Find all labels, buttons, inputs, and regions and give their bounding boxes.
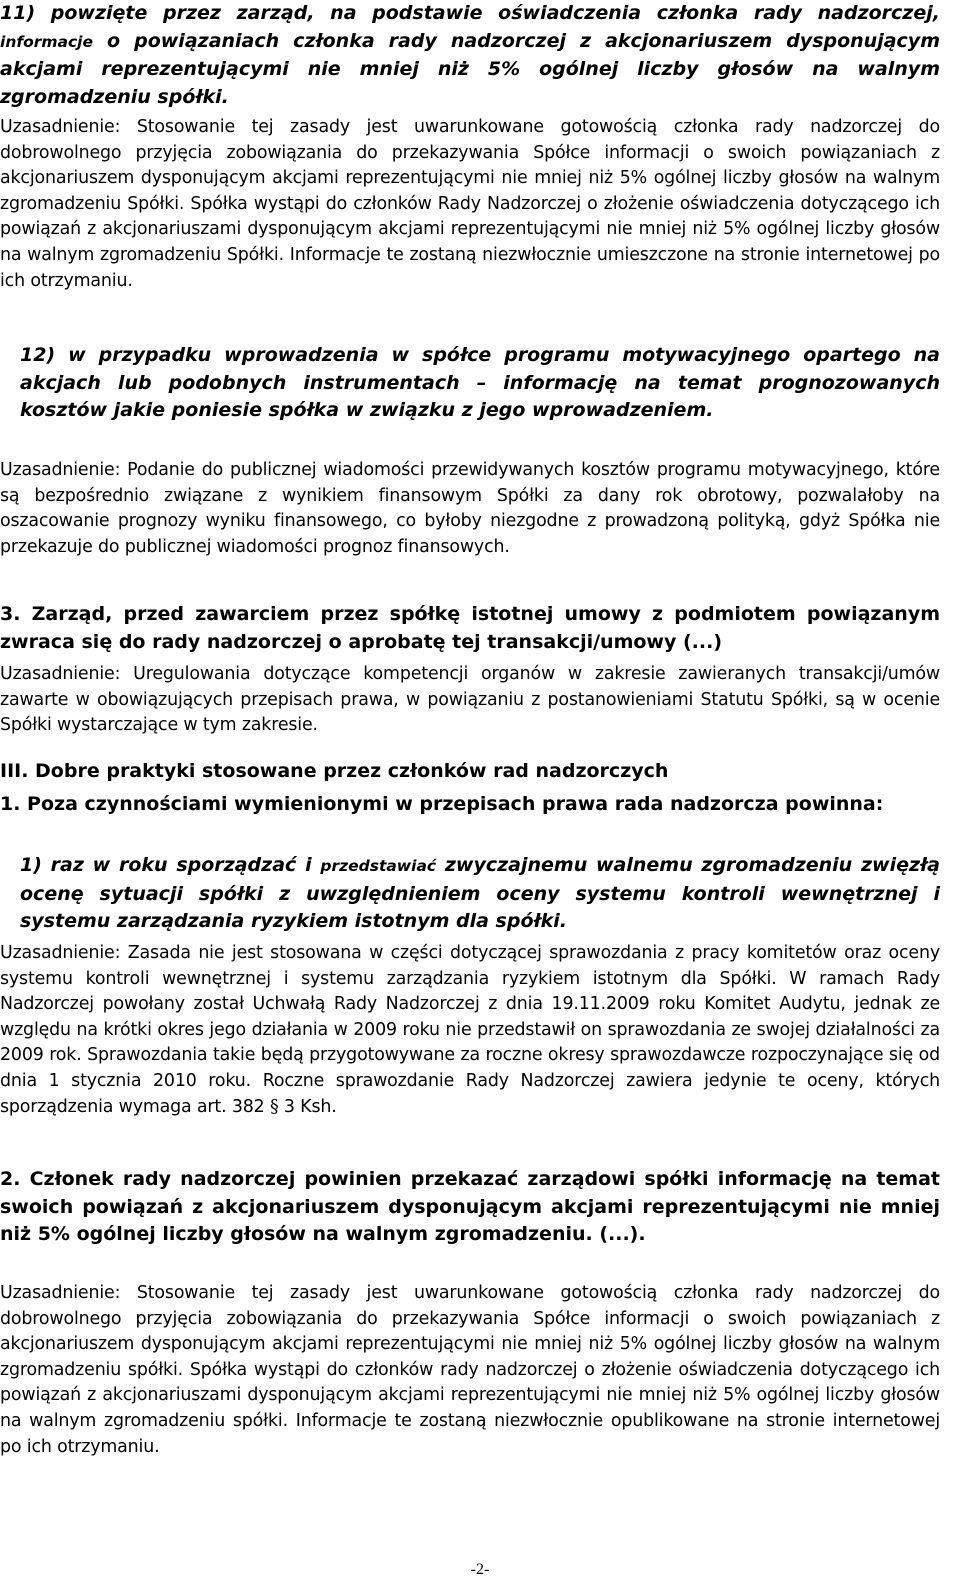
item-1-heading-part1: 1) raz w roku sporządzać i bbox=[20, 854, 321, 876]
section-1-heading: 1. Poza czynnościami wymienionymi w przepisach prawa rada nadzorcza powinna: bbox=[0, 793, 884, 815]
item-11-heading bbox=[0, 0, 940, 111]
justification-paragraph-4-part1: Uzasadnienie: Zasada nie jest stosowana w części dotyczącej sprawozdania z pracy komitetów oraz oceny systemu kontroli wewnętrznej i systemu zarządzania ryzykiem istotnym dla Spółki. W ramach Rady Nadzorczej powołany został Uchwałą Rady Nadzorczej z dnia 19.11.2009 roku Komitet Audytu, jednak ze względu na krótki okres jego działania w 2009 roku nie przedstawił on sprawozdania ze swojej działalności za 2009 rok. Sprawozdania takie będą przygotowywane za roczne okresy sprawozdawcze rozpoczynające się od dnia 1 stycznia 2010 roku. Roczne sprawozdanie Rady Nadzorczej zawiera jedynie te oceny, których sporządzenia wymaga art. 382 bbox=[0, 943, 940, 1117]
section-sign: § bbox=[269, 1096, 279, 1117]
justification-paragraph-1: Uzasadnienie: Stosowanie tej zasady jest uwarunkowane gotowością członka rady nadzorczej do dobrowolnego przyjęcia zobowiązania do przekazywania Spółce informacji o swoich powiązaniach z akcjonariuszem dysponującym akcjami reprezentującymi nie mniej niż 5% ogólnej liczby głosów na walnym zgromadzeniu Spółki. Spółka wystąpi do członków Rady Nadzorczej o złożenie oświadczenia dotyczącego ich powiązań z akcjonariuszami dysponującym akcjami reprezentującymi nie mniej niż 5% ogólnej liczby głosów na walnym zgromadzeniu Spółki. Informacje te zostaną niezwłocznie umieszczone na stronie internetowej po ich otrzymaniu. bbox=[0, 117, 940, 291]
item-11-heading-part1: 11) powzięte przez zarząd, na podstawie oświadczenia członka rady nadzorczej, bbox=[0, 2, 940, 24]
justification-paragraph-2: Uzasadnienie: Podanie do publicznej wiadomości przewidywanych kosztów programu motywacyjnego, które są bezpośrednio związane z wynikiem finansowym Spółki za dany rok obrotowy, pozwalałoby na oszacowanie prognozy wyniku finansowego, co byłoby niezgodne z prowadzoną polityką, gdyż Spółka nie przekazuje do publicznej wiadomości prognoz finansowych. bbox=[0, 460, 940, 557]
item-11-heading-part3: o powiązaniach członka rady nadzorczej z akcjonariuszem dysponującym akcjami reprezentującymi nie mniej niż 5% ogólnej liczby głosów na walnym zgromadzeniu spółki. bbox=[0, 29, 940, 108]
item-12-heading: 12) w przypadku wprowadzenia w spółce programu motywacyjnego opartego na akcjach lub podobnych instrumentach – informację na temat prognozowanych kosztów jakie poniesie spółka w związku z jego wprowadzeniem. bbox=[20, 344, 940, 421]
page-number: -2- bbox=[470, 1561, 490, 1578]
item-1-heading bbox=[20, 852, 940, 936]
justification-paragraph-4-part2: 3 Ksh. bbox=[278, 1096, 337, 1117]
justification-paragraph-3: Uzasadnienie: Uregulowania dotyczące kompetencji organów w zakresie zawieranych transakcji/umów zawarte w obowiązujących przepisach prawa, w powiązaniu z postanowieniami Statutu Spółki, są w ocenie Spółki wystarczające w tym zakresie. bbox=[0, 664, 940, 736]
item-11-heading-part2: informacje bbox=[0, 32, 94, 51]
justification-paragraph-4 bbox=[0, 941, 940, 1120]
chapter-III-heading: III. Dobre praktyki stosowane przez członków rad nadzorczych bbox=[0, 760, 669, 782]
justification-paragraph-5: Uzasadnienie: Stosowanie tej zasady jest uwarunkowane gotowością członka rady nadzorczej do dobrowolnego przyjęcia zobowiązania do przekazywania Spółce informacji o swoich powiązaniach z akcjonariuszem dysponującym akcjami reprezentującymi nie mniej niż 5% ogólnej liczby głosów na walnym zgromadzeniu spółki. Spółka wystąpi do członków rady nadzorczej o złożenie oświadczenia dotyczącego ich powiązań z akcjonariuszami dysponującym akcjami reprezentującymi nie mniej niż 5% ogólnej liczby głosów na walnym zgromadzeniu spółki. Informacje te zostaną niezwłocznie opublikowane na stronie internetowej po ich otrzymaniu. bbox=[0, 1283, 940, 1457]
section-3-heading: 3. Zarząd, przed zawarciem przez spółkę istotnej umowy z podmiotem powiązanym zwraca się do rady nadzorczej o aprobatę tej transakcji/umowy (...) bbox=[0, 603, 940, 653]
section-2-heading: 2. Członek rady nadzorczej powinien przekazać zarządowi spółki informację na temat swoich powiązań z akcjonariuszem dysponującym akcjami reprezentującymi nie mniej niż 5% ogólnej liczby głosów na walnym zgromadzeniu. (...). bbox=[0, 1168, 940, 1245]
item-1-heading-part3: zwyczajnemu walnemu zgromadzeniu zwięzłą ocenę sytuacji spółki z uwzględnieniem oceny systemu kontroli wewnętrznej i systemu zarządzania ryzykiem istotnym dla spółki. bbox=[20, 854, 940, 932]
item-1-heading-part2: przedstawiać bbox=[320, 857, 437, 875]
